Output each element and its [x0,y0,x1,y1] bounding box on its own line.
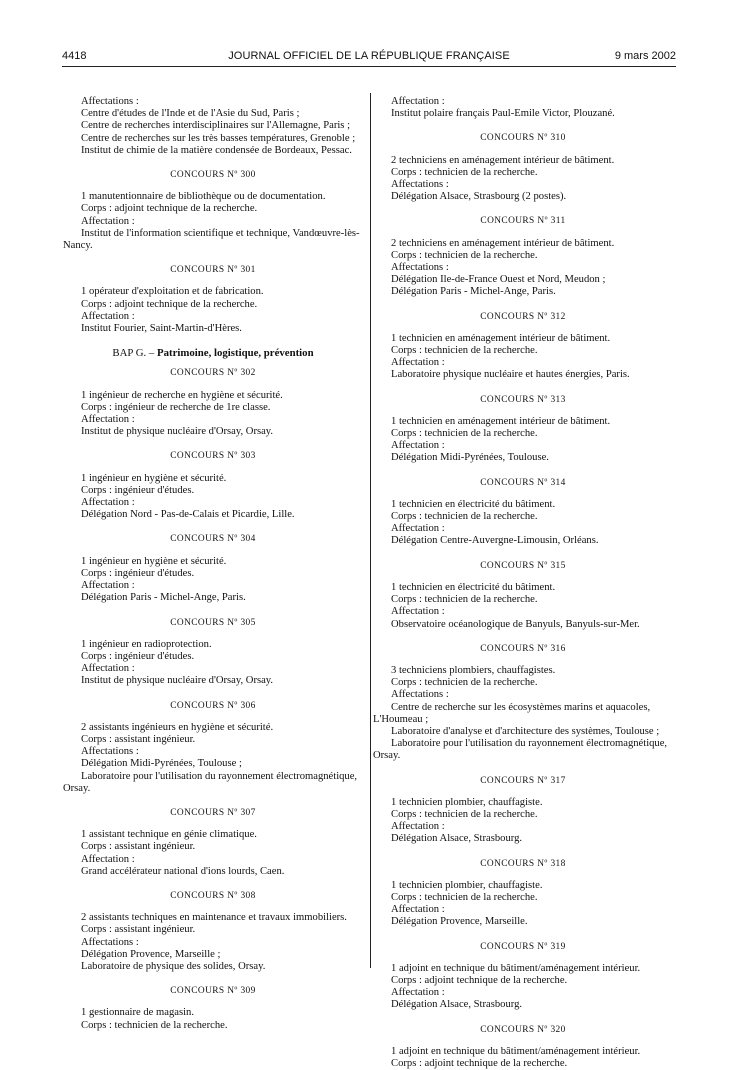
text-line: Corps : technicien de la recherche. [391,677,538,689]
text-line: 1 technicien plombier, chauffagiste. [391,796,543,808]
concours-heading: CONCOURS Nº 308 [170,890,256,901]
concours-block [63,912,363,973]
text-line: Orsay. [63,782,91,794]
page-number: 4418 [62,50,87,62]
concours-block [373,963,673,1012]
text-line: 1 ingénieur de recherche en hygiène et sécurité. [81,389,283,401]
concours-heading: CONCOURS Nº 305 [170,617,256,628]
text-line: Affectations : [391,179,449,191]
text-line: 1 gestionnaire de magasin. [81,1007,194,1019]
text-line: Institut de physique nucléaire d'Orsay, Orsay. [81,426,274,438]
text-line: Corps : assistant ingénieur. [81,924,196,936]
text-line: 1 manutentionnaire de bibliothèque ou de documentation. [81,191,326,203]
concours-heading: CONCOURS Nº 303 [170,451,256,462]
concours-heading: CONCOURS Nº 320 [480,1024,566,1035]
text-line: 1 assistant technique en génie climatique. [81,829,257,841]
text-line: Institut de chimie de la matière condensée de Bordeaux, Pessac. [81,144,352,156]
text-line: Affectation : [391,987,445,999]
concours-block [373,880,673,929]
text-line: Affectation : [391,523,445,535]
text-line: 1 ingénieur en hygiène et sécurité. [81,555,227,567]
text-line: Institut Fourier, Saint-Martin-d'Hères. [81,323,242,335]
text-line: Délégation Midi-Pyrénées, Toulouse. [391,452,549,464]
concours-block [63,390,363,439]
concours-block [373,238,673,299]
concours-block [63,639,363,688]
text-line: Observatoire océanologique de Banyuls, Banyuls-sur-Mer. [391,618,640,630]
concours-heading: CONCOURS Nº 306 [170,700,256,711]
text-line: Corps : technicien de la recherche. [391,345,538,357]
text-line: 1 ingénieur en hygiène et sécurité. [81,472,227,484]
text-line: Délégation Paris - Michel-Ange, Paris. [391,286,556,298]
text-line: Affectations : [81,746,139,758]
text-line: Délégation Ile-de-France Ouest et Nord, Meudon ; [391,274,606,286]
text-line: Corps : adjoint technique de la recherche. [81,298,258,310]
text-line: Corps : adjoint technique de la recherche. [391,1057,568,1069]
concours-block [63,191,363,252]
text-line: Délégation Provence, Marseille. [391,916,528,928]
text-line: Affectation : [81,310,135,322]
text-line: Corps : technicien de la recherche. [391,428,538,440]
concours-block [373,155,673,204]
page-header [62,50,676,66]
concours-heading: CONCOURS Nº 309 [170,986,256,997]
text-line: Laboratoire physique nucléaire et hautes énergies, Paris. [391,369,630,381]
bap-prefix: BAP G. – [112,347,155,360]
text-line: 3 techniciens plombiers, chauffagistes. [391,664,556,676]
text-line: Corps : technicien de la recherche. [391,891,538,903]
text-line: Centre de recherches interdisciplinaires sur l'Allemagne, Paris ; [81,120,351,132]
text-line: Affectations : [391,262,449,274]
text-line: 2 techniciens en aménagement intérieur de bâtiment. [391,237,615,249]
text-line: Corps : adjoint technique de la recherche. [391,974,568,986]
text-line: Corps : technicien de la recherche. [391,249,538,261]
text-line: Affectations : [81,96,139,107]
text-line: Centre d'études de l'Inde et de l'Asie du Sud, Paris ; [81,108,300,120]
text-line: Délégation Alsace, Strasbourg. [391,833,523,845]
text-line: Corps : technicien de la recherche. [391,594,538,606]
text-line: Affectation : [81,580,135,592]
text-line: 1 technicien en aménagement intérieur de bâtiment. [391,415,611,427]
publication-date: 9 mars 2002 [614,50,676,62]
text-line: Laboratoire pour l'utilisation du rayonnement électromagnétique, [391,738,668,750]
text-line: Institut polaire français Paul-Emile Victor, Plouzané. [391,108,615,120]
text-line: Corps : technicien de la recherche. [391,511,538,523]
text-line: Affectation : [391,96,445,107]
text-line: Corps : adjoint technique de la recherche. [81,203,258,215]
text-line: Institut de physique nucléaire d'Orsay, Orsay. [81,675,274,687]
text-line: 2 assistants ingénieurs en hygiène et sécurité. [81,721,274,733]
text-line: 1 technicien en électricité du bâtiment. [391,498,556,510]
bap-name: Patrimoine, logistique, prévention [157,347,314,360]
text-line: Corps : assistant ingénieur. [81,733,196,745]
text-line: Délégation Paris - Michel-Ange, Paris. [81,592,246,604]
text-line: Affectation : [391,440,445,452]
text-line: Affectation : [391,904,445,916]
concours-block [373,499,673,548]
concours-heading: CONCOURS Nº 314 [480,477,566,488]
text-line: Corps : technicien de la recherche. [391,808,538,820]
concours-block [373,582,673,631]
concours-block [373,665,673,763]
concours-heading: CONCOURS Nº 315 [480,560,566,571]
text-line: 1 technicien en aménagement intérieur de bâtiment. [391,332,611,344]
concours-block [373,333,673,382]
text-line: 1 technicien plombier, chauffagiste. [391,879,543,891]
text-line: Institut de l'information scientifique et technique, Vandœuvre-lès- [81,227,360,239]
text-line: Affectation : [391,357,445,369]
text-line: Affectations : [391,689,449,701]
text-line: 1 opérateur d'exploitation et de fabrication. [81,286,264,298]
text-line: 1 adjoint en technique du bâtiment/aménagement intérieur. [391,1045,641,1057]
concours-heading: CONCOURS Nº 300 [170,170,256,181]
text-line: Affectation : [391,606,445,618]
text-line: Délégation Alsace, Strasbourg (2 postes). [391,191,567,203]
concours-block [63,722,363,795]
text-line: Affectation : [81,497,135,509]
text-line: Affectation : [81,215,135,227]
text-line: 2 assistants techniques en maintenance et travaux immobiliers. [81,912,347,924]
text-line: Laboratoire de physique des solides, Orsay. [81,960,266,972]
right-column [373,96,673,1070]
concours-heading: CONCOURS Nº 312 [480,311,566,322]
text-line: 2 techniciens en aménagement intérieur de bâtiment. [391,154,615,166]
concours-block [63,829,363,878]
text-line: Centre de recherches sur les très basses températures, Grenoble ; [81,132,356,144]
concours-block [63,556,363,605]
text-line: Délégation Centre-Auvergne-Limousin, Orléans. [391,535,599,547]
text-line: Délégation Alsace, Strasbourg. [391,999,523,1011]
text-line: Grand accélérateur national d'ions lourds, Caen. [81,865,285,877]
concours-block [63,473,363,522]
concours-block [63,286,363,335]
concours-heading: CONCOURS Nº 304 [170,534,256,545]
text-line: Délégation Provence, Marseille ; [81,948,221,960]
left-column [63,96,363,1032]
concours-heading: CONCOURS Nº 313 [480,394,566,405]
text-line: Corps : assistant ingénieur. [81,841,196,853]
concours-block [373,1046,673,1070]
concours-heading: CONCOURS Nº 316 [480,643,566,654]
intro-block [63,96,363,157]
text-line: Affectation : [81,853,135,865]
concours-heading: CONCOURS Nº 319 [480,941,566,952]
concours-block [63,1007,363,1031]
concours-heading: CONCOURS Nº 318 [480,858,566,869]
text-line: L'Houmeau ; [373,713,429,725]
concours-heading: CONCOURS Nº 307 [170,807,256,818]
concours-heading: CONCOURS Nº 301 [170,265,256,276]
text-line: 1 adjoint en technique du bâtiment/aménagement intérieur. [391,962,641,974]
text-line: Corps : technicien de la recherche. [81,1019,228,1031]
concours-heading: CONCOURS Nº 310 [480,133,566,144]
text-line: Affectations : [81,936,139,948]
text-line: Corps : ingénieur d'études. [81,567,195,579]
concours-block [373,797,673,846]
text-line: Laboratoire d'analyse et d'architecture des systèmes, Toulouse ; [391,725,660,737]
text-line: Affectation : [81,414,135,426]
text-line: Laboratoire pour l'utilisation du rayonnement électromagnétique, [81,770,358,782]
text-line: Délégation Midi-Pyrénées, Toulouse ; [81,758,242,770]
text-line: Délégation Nord - Pas-de-Calais et Picardie, Lille. [81,509,295,521]
header-rule [62,66,676,67]
concours-heading: CONCOURS Nº 302 [170,368,256,379]
text-line: Corps : ingénieur d'études. [81,650,195,662]
text-line: Corps : technicien de la recherche. [391,166,538,178]
bap-title [63,347,363,359]
text-line: Corps : ingénieur de recherche de 1re classe. [81,401,271,413]
text-line: Affectation : [391,821,445,833]
text-line: Nancy. [63,240,93,252]
text-line: 1 technicien en électricité du bâtiment. [391,581,556,593]
concours-heading: CONCOURS Nº 317 [480,775,566,786]
column-divider [370,93,371,968]
concours-heading: CONCOURS Nº 311 [480,216,566,227]
intro-block [373,96,673,120]
text-line: Corps : ingénieur d'études. [81,484,195,496]
text-line: Affectation : [81,663,135,675]
concours-block [373,416,673,465]
text-line: Orsay. [373,750,401,762]
text-line: 1 ingénieur en radioprotection. [81,638,212,650]
text-line: Centre de recherche sur les écosystèmes marins et aquacoles, [391,701,651,713]
journal-title: JOURNAL OFFICIEL DE LA RÉPUBLIQUE FRANÇAISE [228,50,510,62]
